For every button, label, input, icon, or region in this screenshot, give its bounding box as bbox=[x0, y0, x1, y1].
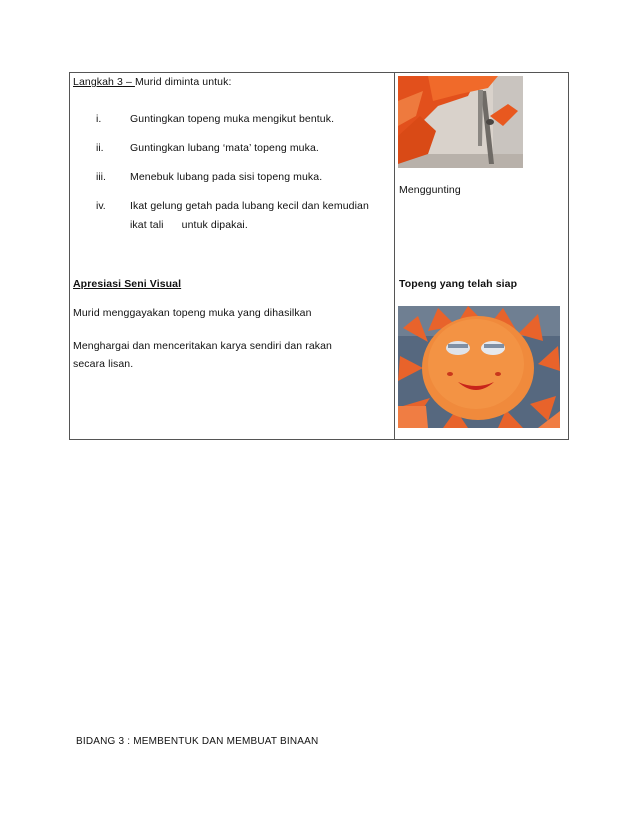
step-heading-text: Murid diminta untuk: bbox=[134, 76, 232, 88]
step-heading-label: Langkah 3 bbox=[73, 76, 123, 88]
list-item-text: Guntingkan topeng muka mengikut bentuk. bbox=[130, 113, 335, 125]
appreciation-line: Murid menggayakan topeng muka yang dihasilkan bbox=[73, 307, 312, 319]
list-item-text: Ikat gelung getah pada lubang kecil dan kemudian bbox=[130, 200, 369, 212]
list-number: ii. bbox=[96, 142, 104, 154]
cutting-photo bbox=[398, 76, 523, 168]
photo-caption-cutting: Menggunting bbox=[399, 184, 461, 196]
finished-mask-photo bbox=[398, 306, 560, 428]
appreciation-line: secara lisan. bbox=[73, 358, 134, 370]
photo-caption-finished: Topeng yang telah siap bbox=[399, 278, 518, 290]
list-item-text: Menebuk lubang pada sisi topeng muka. bbox=[130, 171, 323, 183]
list-item-text: Guntingkan lubang ‘mata’ topeng muka. bbox=[130, 142, 319, 154]
page-footer: BIDANG 3 : MEMBENTUK DAN MEMBUAT BINAAN bbox=[76, 736, 319, 747]
table-column-divider bbox=[394, 73, 395, 439]
appreciation-heading: Apresiasi Seni Visual bbox=[73, 278, 182, 290]
step-heading bbox=[73, 76, 231, 89]
list-item-text-continued: ikat tali untuk dipakai. bbox=[130, 219, 248, 231]
list-number: iii. bbox=[96, 171, 106, 183]
appreciation-line: Menghargai dan menceritakan karya sendiri dan rakan bbox=[73, 340, 332, 352]
list-number: i. bbox=[96, 113, 102, 125]
finished-mask-image bbox=[398, 306, 560, 428]
step-heading-dash: – bbox=[122, 76, 135, 88]
list-number: iv. bbox=[96, 200, 106, 212]
cutting-photo-image bbox=[398, 76, 523, 168]
